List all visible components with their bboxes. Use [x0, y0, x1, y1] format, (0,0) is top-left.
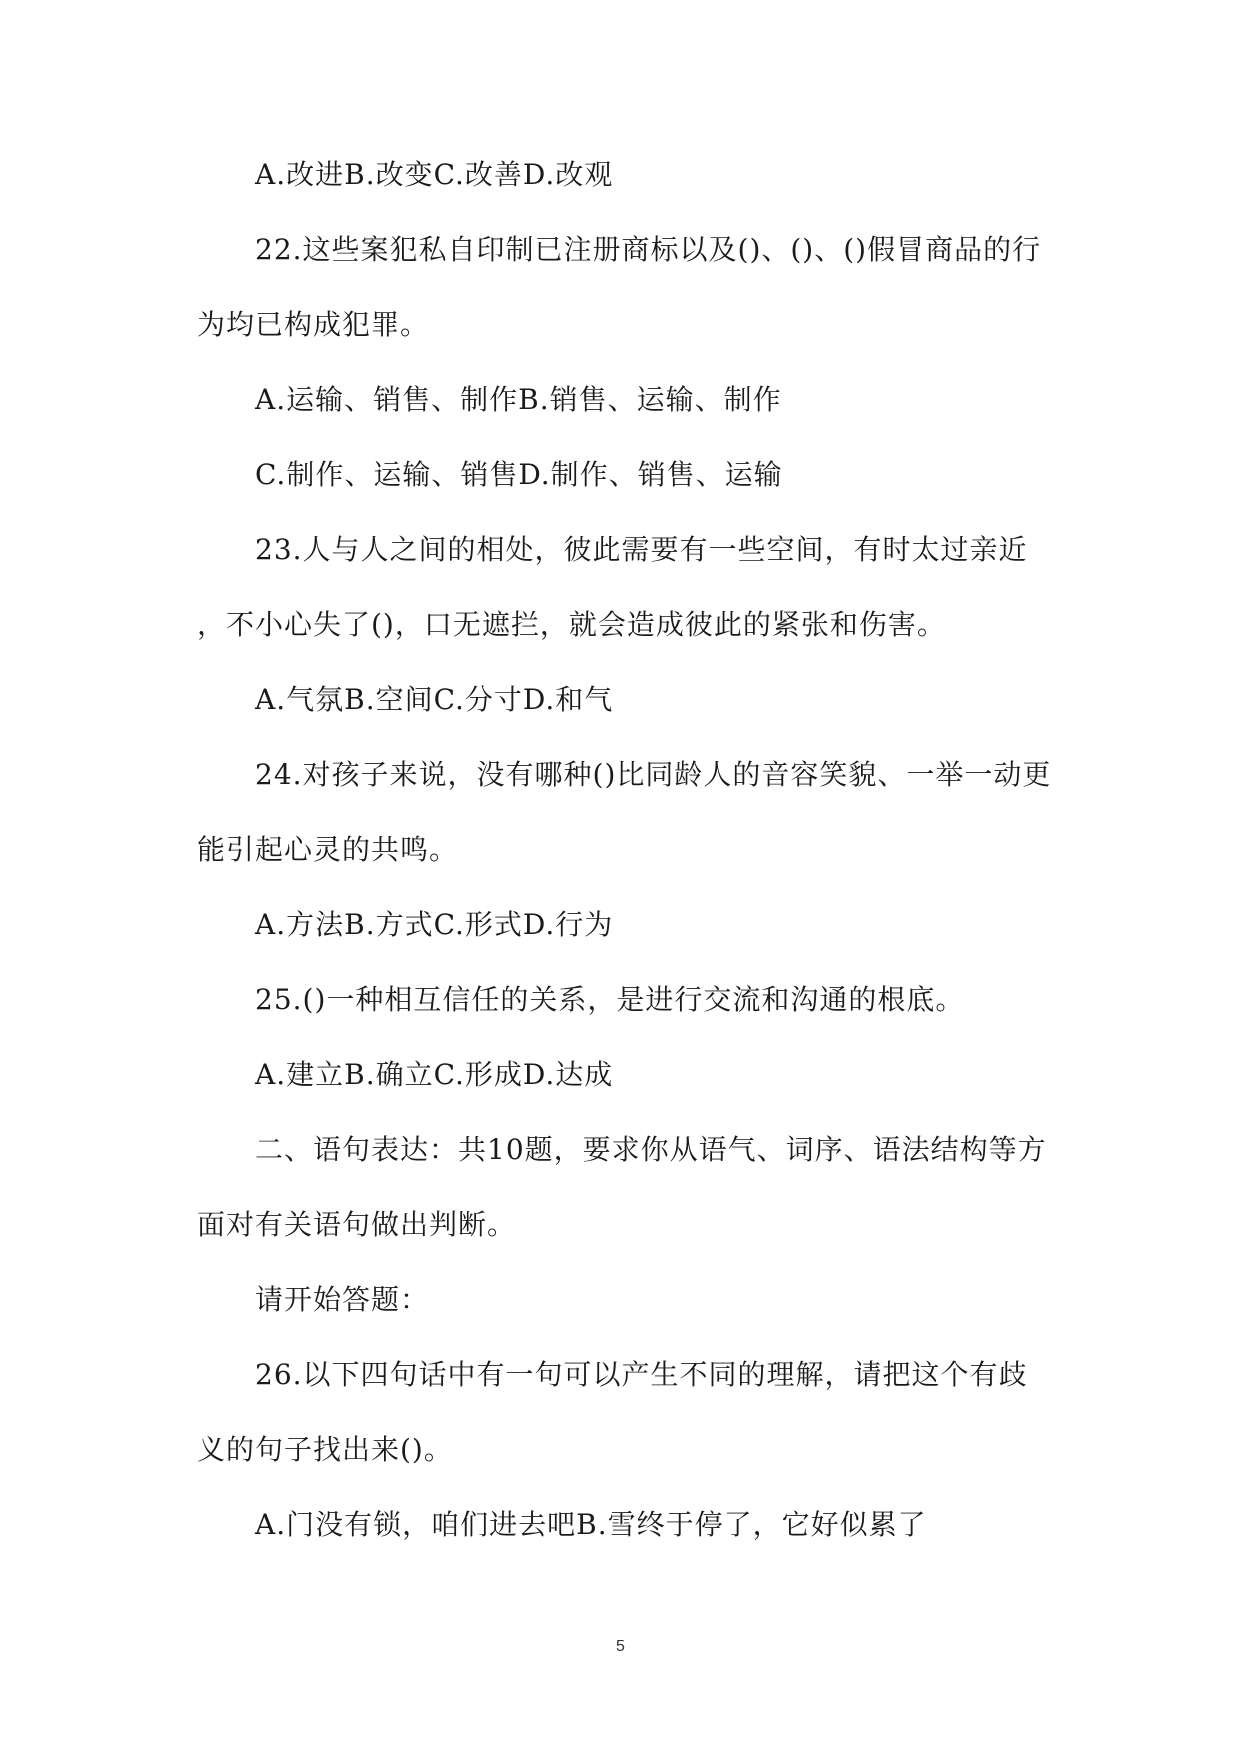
question-26-line-2: 义的句子找出来()。	[197, 1433, 453, 1466]
option-line-q26: A.门没有锁，咱们进去吧B.雪终于停了，它好似累了	[255, 1508, 927, 1541]
question-22-line-1: 22.这些案犯私自印制已注册商标以及()、()、()假冒商品的行	[255, 233, 1042, 266]
question-24-line-2: 能引起心灵的共鸣。	[197, 833, 459, 866]
question-25-line: 25.()一种相互信任的关系，是进行交流和沟通的根底。	[255, 983, 965, 1016]
option-line-q22-a: A.运输、销售、制作B.销售、运输、制作	[255, 383, 782, 416]
option-line-q22-b: C.制作、运输、销售D.制作、销售、运输	[255, 458, 783, 491]
start-answering-line: 请开始答题：	[255, 1283, 430, 1316]
option-line-q23: A.气氛B.空间C.分寸D.和气	[255, 683, 614, 716]
question-23-line-1: 23.人与人之间的相处，彼此需要有一些空间，有时太过亲近	[255, 533, 1028, 566]
option-line-q25: A.建立B.确立C.形成D.达成	[255, 1058, 614, 1091]
question-24-line-1: 24.对孩子来说，没有哪种()比同龄人的音容笑貌、一举一动更	[255, 758, 1052, 791]
question-22-line-2: 为均已构成犯罪。	[197, 308, 430, 341]
option-line-q21: A.改进B.改变C.改善D.改观	[255, 158, 614, 191]
question-26-line-1: 26.以下四句话中有一句可以产生不同的理解，请把这个有歧	[255, 1358, 1028, 1391]
option-line-q24: A.方法B.方式C.形式D.行为	[255, 908, 614, 941]
question-23-line-2: ，不小心失了()，口无遮拦，就会造成彼此的紧张和伤害。	[197, 608, 946, 641]
section-heading-line-2: 面对有关语句做出判断。	[197, 1208, 517, 1241]
section-heading-line-1: 二、语句表达：共10题，要求你从语气、词序、语法结构等方	[255, 1133, 1047, 1166]
page-number: 5	[616, 1638, 625, 1655]
